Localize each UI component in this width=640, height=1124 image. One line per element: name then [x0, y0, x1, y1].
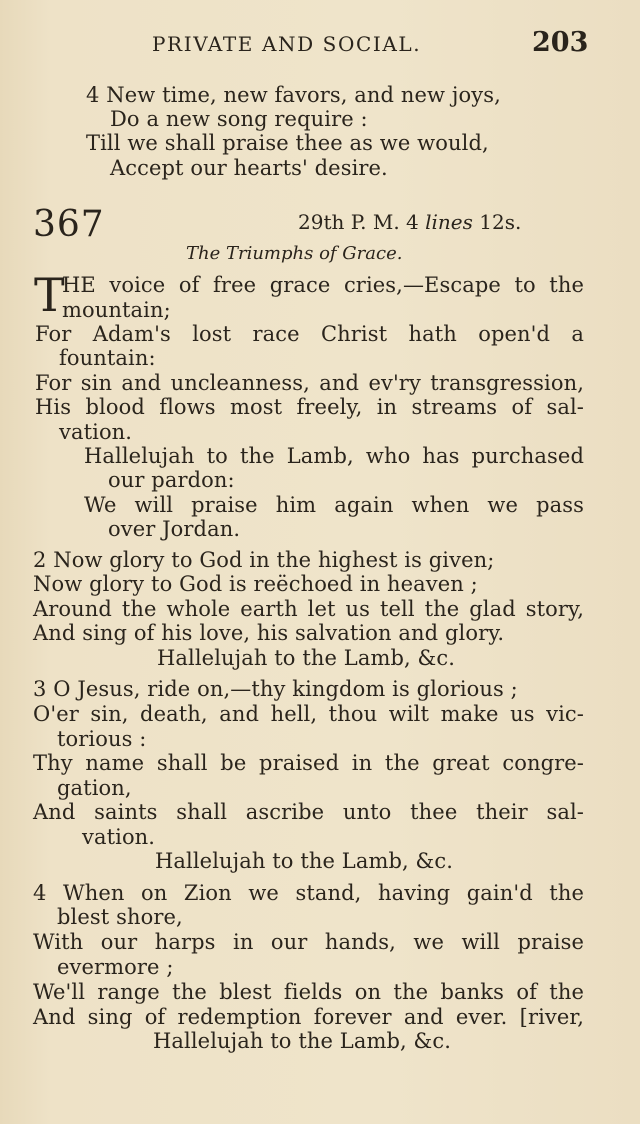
verse-line: 2 Now glory to God in the highest is given; — [33, 548, 495, 572]
running-header: PRIVATE AND SOCIAL. — [152, 32, 422, 56]
chorus-line: Hallelujah to the Lamb, &c. — [157, 646, 455, 670]
page-number: 203 — [532, 27, 589, 58]
verse-line: blest shore, — [57, 905, 183, 929]
verse-line: And saints shall ascribe unto thee their sal- — [33, 800, 584, 824]
verse-line: With our harps in our hands, we will praise — [33, 930, 584, 954]
drop-cap: T — [34, 268, 65, 322]
verse-line: And sing of his love, his salvation and glory. — [33, 621, 505, 645]
verse-line: Now glory to God is reëchoed in heaven ; — [33, 572, 478, 596]
prev-stanza-line: Accept our hearts' desire. — [110, 156, 388, 180]
prev-stanza-line: Till we shall praise thee as we would, — [86, 131, 489, 155]
verse-line: vation. — [59, 420, 133, 444]
verse-line: O'er sin, death, and hell, thou wilt make us vic- — [33, 702, 584, 726]
verse-line: 3 O Jesus, ride on,—thy kingdom is glorious ; — [33, 677, 518, 701]
verse-line: We'll range the blest fields on the banks of the — [33, 980, 584, 1004]
hymn-number: 367 — [33, 204, 105, 245]
chorus-line: We will praise him again when we pass — [84, 493, 584, 517]
chorus-line: our pardon: — [108, 468, 235, 492]
chorus-line: Hallelujah to the Lamb, &c. — [153, 1029, 451, 1053]
verse-line: HE voice of free grace cries,—Escape to the — [62, 273, 584, 297]
verse-line: For sin and uncleanness, and ev'ry transgression, — [35, 371, 584, 395]
verse-line: evermore ; — [57, 955, 174, 979]
verse-line: 4 When on Zion we stand, having gain'd the — [33, 881, 584, 905]
verse-line: And sing of redemption forever and ever. [river, — [33, 1005, 584, 1029]
verse-line: mountain; — [62, 298, 171, 322]
verse-line: Thy name shall be praised in the great congre- — [33, 751, 584, 775]
hymn-meter: 29th P. M. 4 lines 12s. — [298, 210, 522, 234]
chorus-line: Hallelujah to the Lamb, who has purchased — [84, 444, 584, 468]
verse-line: His blood flows most freely, in streams of sal- — [35, 395, 584, 419]
verse-line: vation. — [82, 825, 156, 849]
chorus-line: over Jordan. — [108, 517, 241, 541]
verse-line: fountain: — [59, 346, 156, 370]
verse-line: gation, — [57, 776, 132, 800]
verse-line: torious : — [57, 727, 147, 751]
chorus-line: Hallelujah to the Lamb, &c. — [155, 849, 453, 873]
verse-line: Around the whole earth let us tell the glad story, — [33, 597, 584, 621]
prev-stanza-line: 4 New time, new favors, and new joys, — [86, 83, 501, 107]
prev-stanza-line: Do a new song require : — [110, 107, 368, 131]
hymn-title: The Triumphs of Grace. — [186, 243, 403, 264]
verse-line: For Adam's lost race Christ hath open'd a — [35, 322, 584, 346]
